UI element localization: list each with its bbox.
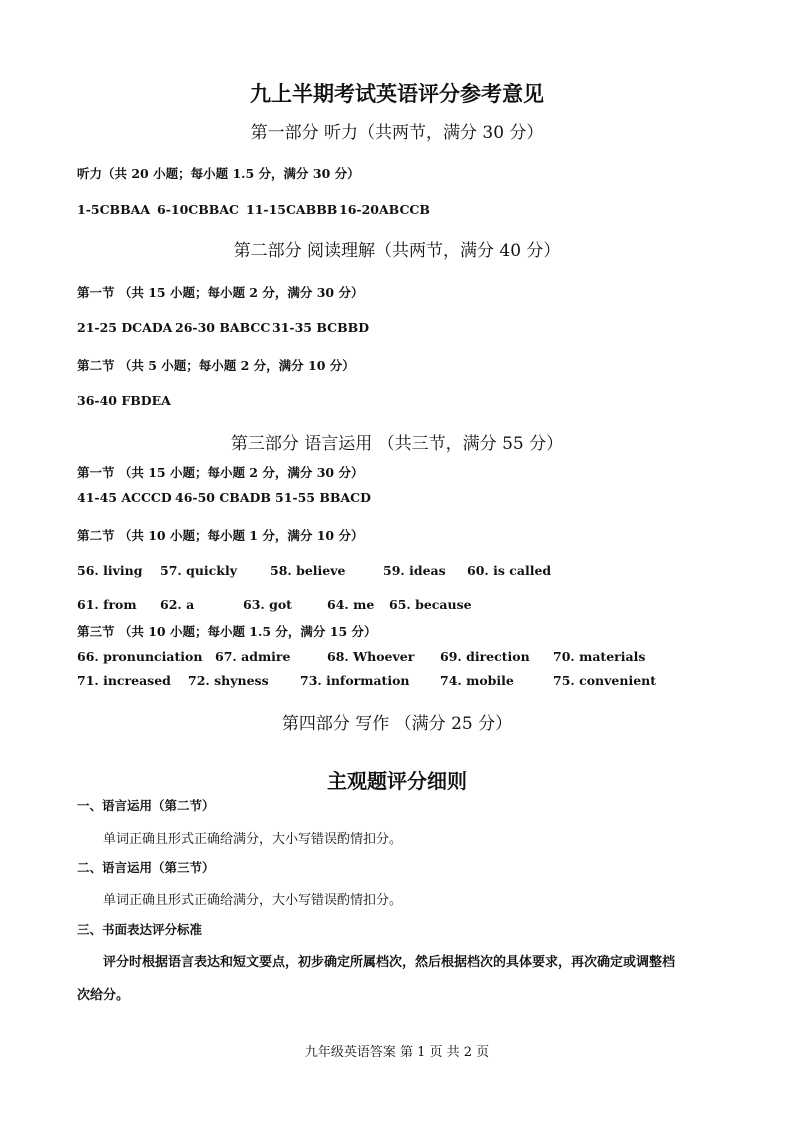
part3-sec1-answer-1: 41-45 ACCCD — [77, 490, 172, 505]
part3-sec1-answer-3: 51-55 BBACD — [275, 490, 371, 505]
part1-answer-4: 16-20ABCCB — [339, 202, 430, 217]
part3-sec2-answer-64: 64. me — [327, 597, 375, 612]
part1-answer-2: 6-10CBBAC — [157, 202, 240, 217]
rubric-item1-body: 单词正确且形式正确给满分，大小写错误酌情扣分。 — [103, 832, 403, 847]
part3-heading: 第三部分 语言运用 （共三节，满分 55 分） — [230, 434, 564, 454]
part2-sec2-answer-1: 36-40 FBDEA — [77, 393, 171, 408]
rubric-item3-heading: 三、书面表达评分标准 — [77, 922, 203, 937]
rubric-item3-body-line1: 评分时根据语言表达和短文要点，初步确定所属档次，然后根据档次的具体要求，再次确定或调整档 — [103, 955, 676, 970]
part2-sec1-answer-2: 26-30 BABCC — [175, 320, 271, 335]
part2-heading: 第二部分 阅读理解（共两节，满分 40 分） — [233, 241, 561, 261]
rubric-item2-heading: 二、语言运用（第三节） — [77, 860, 215, 875]
part3-sec3-note: 第三节 （共 10 小题；每小题 1.5 分，满分 15 分） — [77, 624, 377, 639]
rubric-item1-heading: 一、语言运用（第二节） — [77, 798, 215, 813]
page-footer: 九年级英语答案 第 1 页 共 2 页 — [304, 1045, 490, 1060]
part3-sec3-answer-74: 74. mobile — [440, 673, 514, 688]
part3-sec3-answer-75: 75. convenient — [553, 673, 657, 688]
part3-sec2-answer-58: 58. believe — [270, 563, 346, 578]
part3-sec3-answer-68: 68. Whoever — [327, 649, 415, 664]
part3-sec2-note: 第二节 （共 10 小题；每小题 1 分，满分 10 分） — [77, 528, 364, 543]
part3-sec1-answer-2: 46-50 CBADB — [175, 490, 271, 505]
part2-sec1-answer-1: 21-25 DCADA — [77, 320, 173, 335]
part3-sec3-answer-71: 71. increased — [77, 673, 171, 688]
part3-sec2-answer-57: 57. quickly — [160, 563, 237, 578]
part3-sec2-answer-61: 61. from — [77, 597, 137, 612]
rubric-item3-body-line2: 次给分。 — [77, 988, 130, 1003]
rubric-title: 主观题评分细则 — [327, 769, 467, 793]
part3-sec2-answer-59: 59. ideas — [383, 563, 446, 578]
part3-sec2-answer-60: 60. is called — [467, 563, 552, 578]
part3-sec3-answer-67: 67. admire — [215, 649, 291, 664]
part2-sec1-answer-3: 31-35 BCBBD — [272, 320, 370, 335]
part1-heading: 第一部分 听力（共两节，满分 30 分） — [250, 123, 544, 143]
part3-sec2-answer-56: 56. living — [77, 563, 143, 578]
part2-sec2-note: 第二节 （共 5 小题；每小题 2 分，满分 10 分） — [77, 358, 355, 373]
part3-sec3-answer-70: 70. materials — [553, 649, 646, 664]
part2-sec1-note: 第一节 （共 15 小题；每小题 2 分，满分 30 分） — [77, 285, 364, 300]
part3-sec2-answer-62: 62. a — [160, 597, 195, 612]
rubric-item2-body: 单词正确且形式正确给满分，大小写错误酌情扣分。 — [103, 893, 403, 908]
part3-sec3-answer-66: 66. pronunciation — [77, 649, 203, 664]
part3-sec1-note: 第一节 （共 15 小题；每小题 2 分，满分 30 分） — [77, 465, 364, 480]
part1-answer-3: 11-15CABBB — [246, 202, 338, 217]
part3-sec3-answer-72: 72. shyness — [188, 673, 269, 688]
part1-note: 听力（共 20 小题；每小题 1.5 分，满分 30 分） — [77, 166, 360, 181]
doc-title: 九上半期考试英语评分参考意见 — [250, 81, 544, 106]
part3-sec2-answer-63: 63. got — [243, 597, 292, 612]
part3-sec2-answer-65: 65. because — [389, 597, 472, 612]
part3-sec3-answer-69: 69. direction — [440, 649, 530, 664]
part3-sec3-answer-73: 73. information — [300, 673, 410, 688]
part4-heading: 第四部分 写作 （满分 25 分） — [281, 714, 513, 734]
part1-answer-1: 1-5CBBAA — [77, 202, 151, 217]
